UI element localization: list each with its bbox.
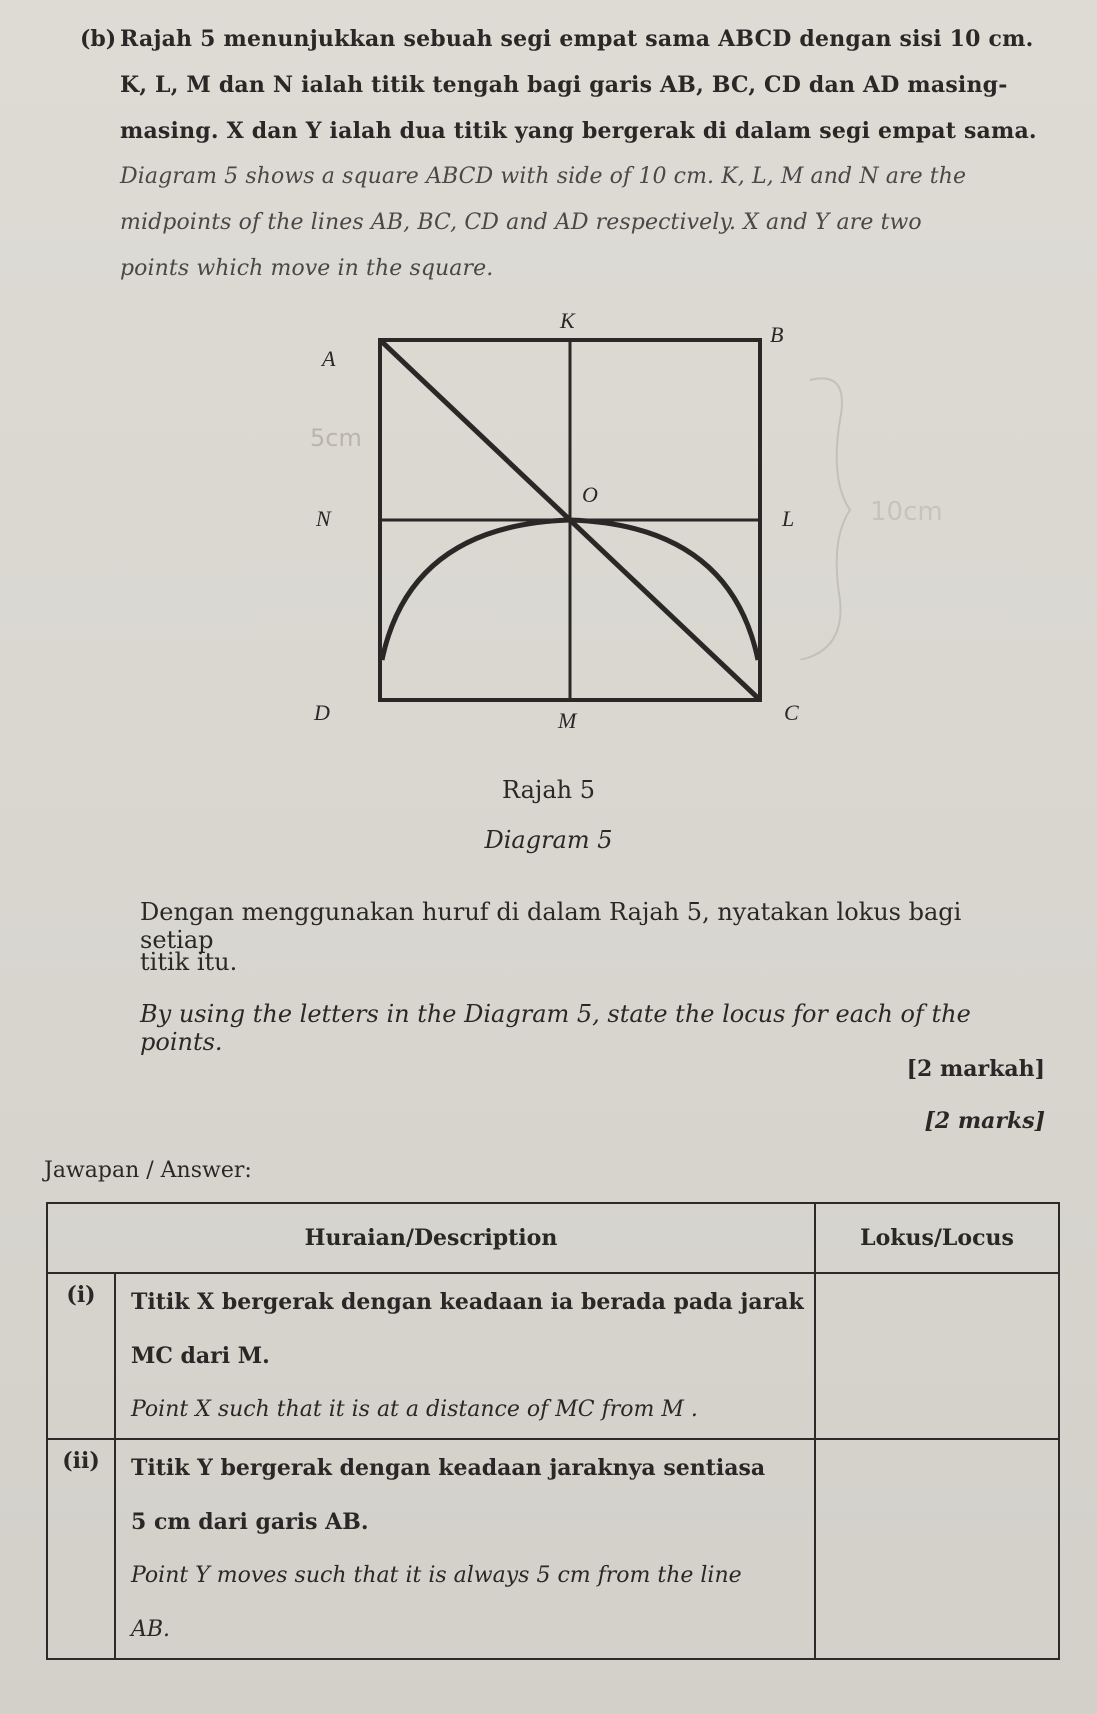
table-header-row [47, 1203, 1059, 1273]
header-description-text: Huraian/Description [304, 1225, 558, 1251]
label-c: C [784, 700, 799, 725]
header-locus-text: Lokus/Locus [860, 1225, 1014, 1251]
label-k: K [560, 308, 575, 333]
pencil-note-10cm: 10cm [870, 497, 943, 527]
marks-ms: [2 markah] [906, 1056, 1045, 1082]
question-text [80, 26, 1040, 304]
question-ms-line-2: K, L, M dan N ialah titik tengah bagi garis AB, BC, CD dan AD masing- [120, 72, 1008, 98]
pencil-note-5cm: 5cm [310, 424, 362, 452]
header-description [47, 1203, 815, 1273]
row-en-line-2: AB. [131, 1617, 171, 1642]
question-ms-line-3: masing. X dan Y ialah dua titik yang bergerak di dalam segi empat sama. [120, 118, 1037, 144]
instruction-ms-line-2: titik itu. [140, 948, 238, 976]
table-row [47, 1273, 1059, 1439]
label-b: B [770, 322, 784, 347]
row-ms-line-2: MC dari M. [131, 1343, 270, 1369]
instruction-en: By using the letters in the Diagram 5, state the locus for each of the points. [140, 1000, 971, 1056]
row-ms-line-2: 5 cm dari garis AB. [131, 1509, 369, 1535]
caption-diagram: Diagram 5 [484, 826, 613, 854]
row-description [115, 1439, 815, 1659]
marks-en: [2 marks] [924, 1108, 1045, 1134]
question-label: (b) [80, 26, 117, 52]
caption-rajah: Rajah 5 [501, 776, 596, 804]
locus-answer-cell[interactable] [815, 1439, 1059, 1659]
row-number: (i) [47, 1273, 115, 1439]
label-a: A [322, 346, 336, 371]
label-l: L [782, 506, 795, 531]
square-diagram [300, 300, 820, 740]
row-description [115, 1273, 815, 1439]
locus-answer-cell[interactable] [815, 1273, 1059, 1439]
answer-label: Jawapan / Answer: [44, 1158, 252, 1183]
table-row [47, 1439, 1059, 1659]
question-ms-line-1: Rajah 5 menunjukkan sebuah segi empat sama ABCD dengan sisi 10 cm. [120, 26, 1034, 52]
question-en-line-3: points which move in the square. [120, 256, 494, 281]
pencil-bracket [790, 360, 950, 660]
instruction-ms-line-1: Dengan menggunakan huruf di dalam Rajah 5, nyatakan lokus bagi setiap [140, 898, 962, 954]
question-en-line-1: Diagram 5 shows a square ABCD with side of 10 cm. K, L, M and N are the [120, 164, 967, 189]
question-en-line-2: midpoints of the lines AB, BC, CD and AD respectively. X and Y are two [120, 210, 922, 235]
row-number: (ii) [47, 1439, 115, 1659]
row-en-line-1: Point Y moves such that it is always 5 cm from the line [131, 1563, 742, 1588]
answer-table [46, 1202, 1060, 1660]
label-m: M [558, 708, 577, 733]
header-locus [815, 1203, 1059, 1273]
label-d: D [314, 700, 330, 725]
row-ms-line-1: Titik X bergerak dengan keadaan ia berada pada jarak [131, 1289, 804, 1315]
row-ms-line-1: Titik Y bergerak dengan keadaan jaraknya sentiasa [131, 1455, 766, 1481]
label-n: N [316, 506, 331, 531]
label-o: O [582, 482, 598, 507]
row-en-line: Point X such that it is at a distance of MC from M . [131, 1397, 698, 1422]
